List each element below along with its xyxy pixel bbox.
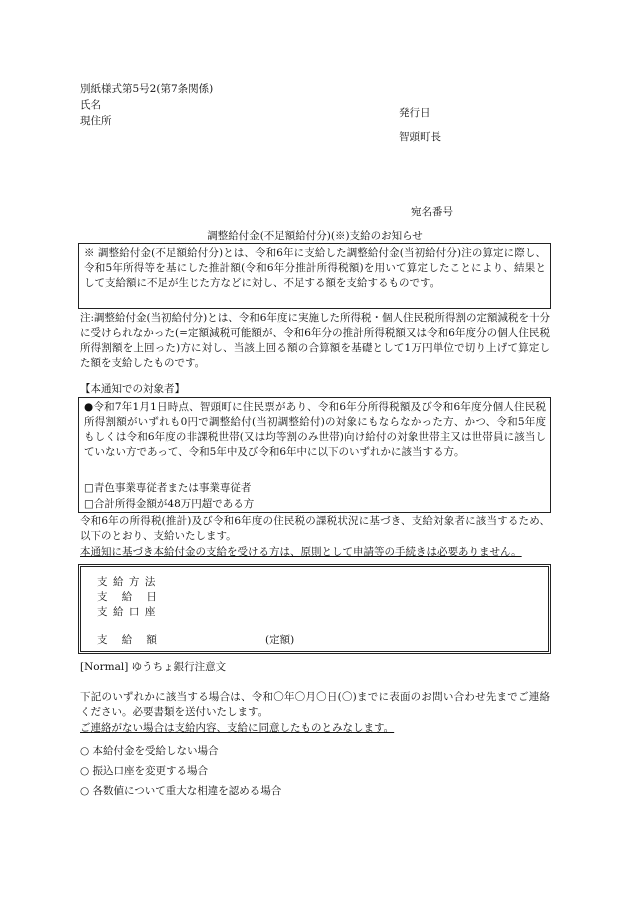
- document-title: 調整給付金(不足額給付分)(※)支給のお知らせ: [207, 230, 423, 242]
- note-text: 注:調整給付金(当初給付分)とは、令和6年度に実施した所得税・個人住民税所得割の定額減税を十分に受けられなかった(=定額減税可能額が、令和6年分の推計所得税額又は令和6年度分の個人住民税所得割額を上回った)方に対し、当該上回る額の合算額を基礎として1万円単位で切り上げて算定した額を支給したものです。: [80, 312, 550, 369]
- bank-note: [Normal] ゆうちょ銀行注意文: [80, 661, 227, 673]
- consent-notice: ご連絡がない場合は支給内容、支給に同意したものとみなします。: [80, 722, 395, 734]
- decision-text: 令和6年の所得税(推計)及び令和6年度の住民税の課税状況に基づき、支給対象者に該当するため、以下のとおり、支給いたします。: [80, 515, 550, 542]
- case-item-no-receipt: ○ 本給付金を受給しない場合: [80, 745, 219, 757]
- procedure-notice: 本通知に基づき本給付金の支給を受ける方は、原則として申請等の手続きは必要ありません。: [80, 546, 522, 558]
- note-box-text: ※ 調整給付金(不足額給付分)とは、令和6年に支給した調整給付金(当初給付分)注の算定に際し、令和5年所得等を基にした推計額(令和6年分推計所得税額)を用いて算定したことにより、結果として支給額に不足が生じた方などに対し、不足する額を支給するものです。: [84, 247, 546, 289]
- issuer: 智頭町長: [399, 131, 441, 143]
- payment-box: [78, 564, 551, 654]
- address-label: 現住所: [80, 115, 112, 127]
- case-item-discrepancy: ○ 各数値について重大な相違を認める場合: [80, 785, 282, 797]
- payment-amount-label: 支 給 額: [97, 634, 158, 646]
- target-option-2: □合計所得金額が48万円超である方: [84, 498, 255, 510]
- contact-text: 下記のいずれかに該当する場合は、令和〇年〇月〇日(〇)までに表面のお問い合わせ先までご連絡ください。必要書類を送付いたします。: [80, 691, 550, 718]
- target-option-1: □青色事業専従者または事業専従者: [84, 482, 252, 494]
- payment-account-label: 支 給 口 座: [97, 606, 157, 618]
- case-item-change-account: ○ 振込口座を変更する場合: [80, 765, 208, 777]
- address-number-label: 宛名番号: [411, 206, 453, 218]
- note-box: [78, 243, 551, 309]
- payment-amount-note: (定額): [265, 634, 295, 646]
- form-id: 別紙様式第5号2(第7条関係): [80, 83, 214, 95]
- target-body: ●令和7年1月1日時点、智頭町に住民票があり、令和6年分所得税額及び令和6年度分個人住民税所得割額がいずれも0円で調整給付(当初調整給付)の対象にもならなかった方、かつ、令和5年度もしくは令和6年度の非課税世帯(又は均等割のみ世帯)向け給付の対象世帯主又は世帯員に該当していない方であって、令和5年中及び令和6年中に以下のいずれかに該当する方。: [84, 401, 546, 458]
- name-label: 氏名: [80, 99, 101, 111]
- target-box: [78, 397, 551, 513]
- payment-date-label: 支 給 日: [97, 591, 158, 603]
- payment-method-label: 支 給 方 法: [97, 576, 157, 588]
- target-heading: 【本通知での対象者】: [80, 383, 185, 395]
- issue-date-label: 発行日: [399, 107, 431, 119]
